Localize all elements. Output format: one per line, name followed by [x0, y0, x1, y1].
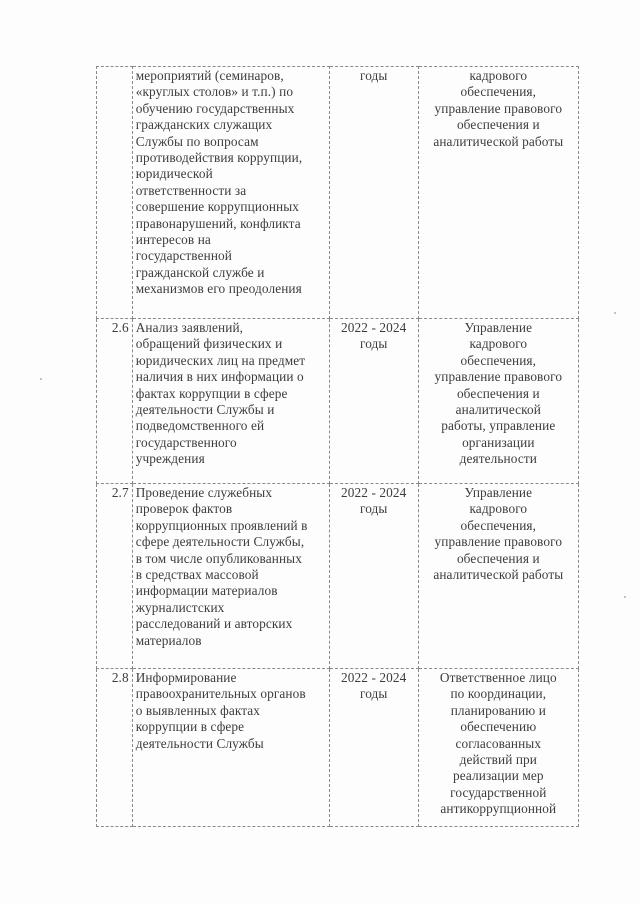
item-term: 2022 - 2024 годы [329, 319, 418, 484]
scan-speck [40, 378, 42, 380]
item-responsible: Управление кадрового обеспечения, управление правового обеспечения и аналитической работы, управление организации деятельности [418, 319, 578, 484]
table-row [97, 484, 579, 669]
item-description: Анализ заявлений, обращений физических и юридических лиц на предмет наличия в них информации о фактах коррупции в сфере деятельности Службы и подведомственного ей государственного учреждения [132, 319, 329, 484]
item-number: 2.7 [97, 484, 133, 669]
item-responsible: Ответственное лицо по координации, планированию и обеспечению согласованных действий при реализации мер государственной антикоррупционной [418, 669, 578, 827]
item-term: годы [329, 67, 418, 319]
table-row [97, 67, 579, 319]
item-term: 2022 - 2024 годы [329, 669, 418, 827]
table-row [97, 319, 579, 484]
item-responsible: Управление кадрового обеспечения, управление правового обеспечения и аналитической работы [418, 484, 578, 669]
scan-speck [614, 312, 616, 314]
item-term: 2022 - 2024 годы [329, 484, 418, 669]
anticorruption-plan-table [96, 66, 579, 827]
item-description: Информирование правоохранительных органов о выявленных фактах коррупции в сфере деятельности Службы [132, 669, 329, 827]
item-description: Проведение служебных проверок фактов коррупционных проявлений в сфере деятельности Службы, в том числе опубликованных в средствах массовой информации материалов журналистских расследований и авторских материалов [132, 484, 329, 669]
item-responsible: кадрового обеспечения, управление правового обеспечения и аналитической работы [418, 67, 578, 319]
item-description: мероприятий (семинаров, «круглых столов» и т.п.) по обучению государственных гражданских служащих Службы по вопросам противодействия коррупции, юридической ответственности за совершение коррупционных правонарушений, конфликта интересов на государственной гражданской службе и механизмов его преодоления [132, 67, 329, 319]
table-row [97, 669, 579, 827]
item-number: 2.8 [97, 669, 133, 827]
item-number [97, 67, 133, 319]
item-number: 2.6 [97, 319, 133, 484]
scan-speck [624, 596, 626, 598]
